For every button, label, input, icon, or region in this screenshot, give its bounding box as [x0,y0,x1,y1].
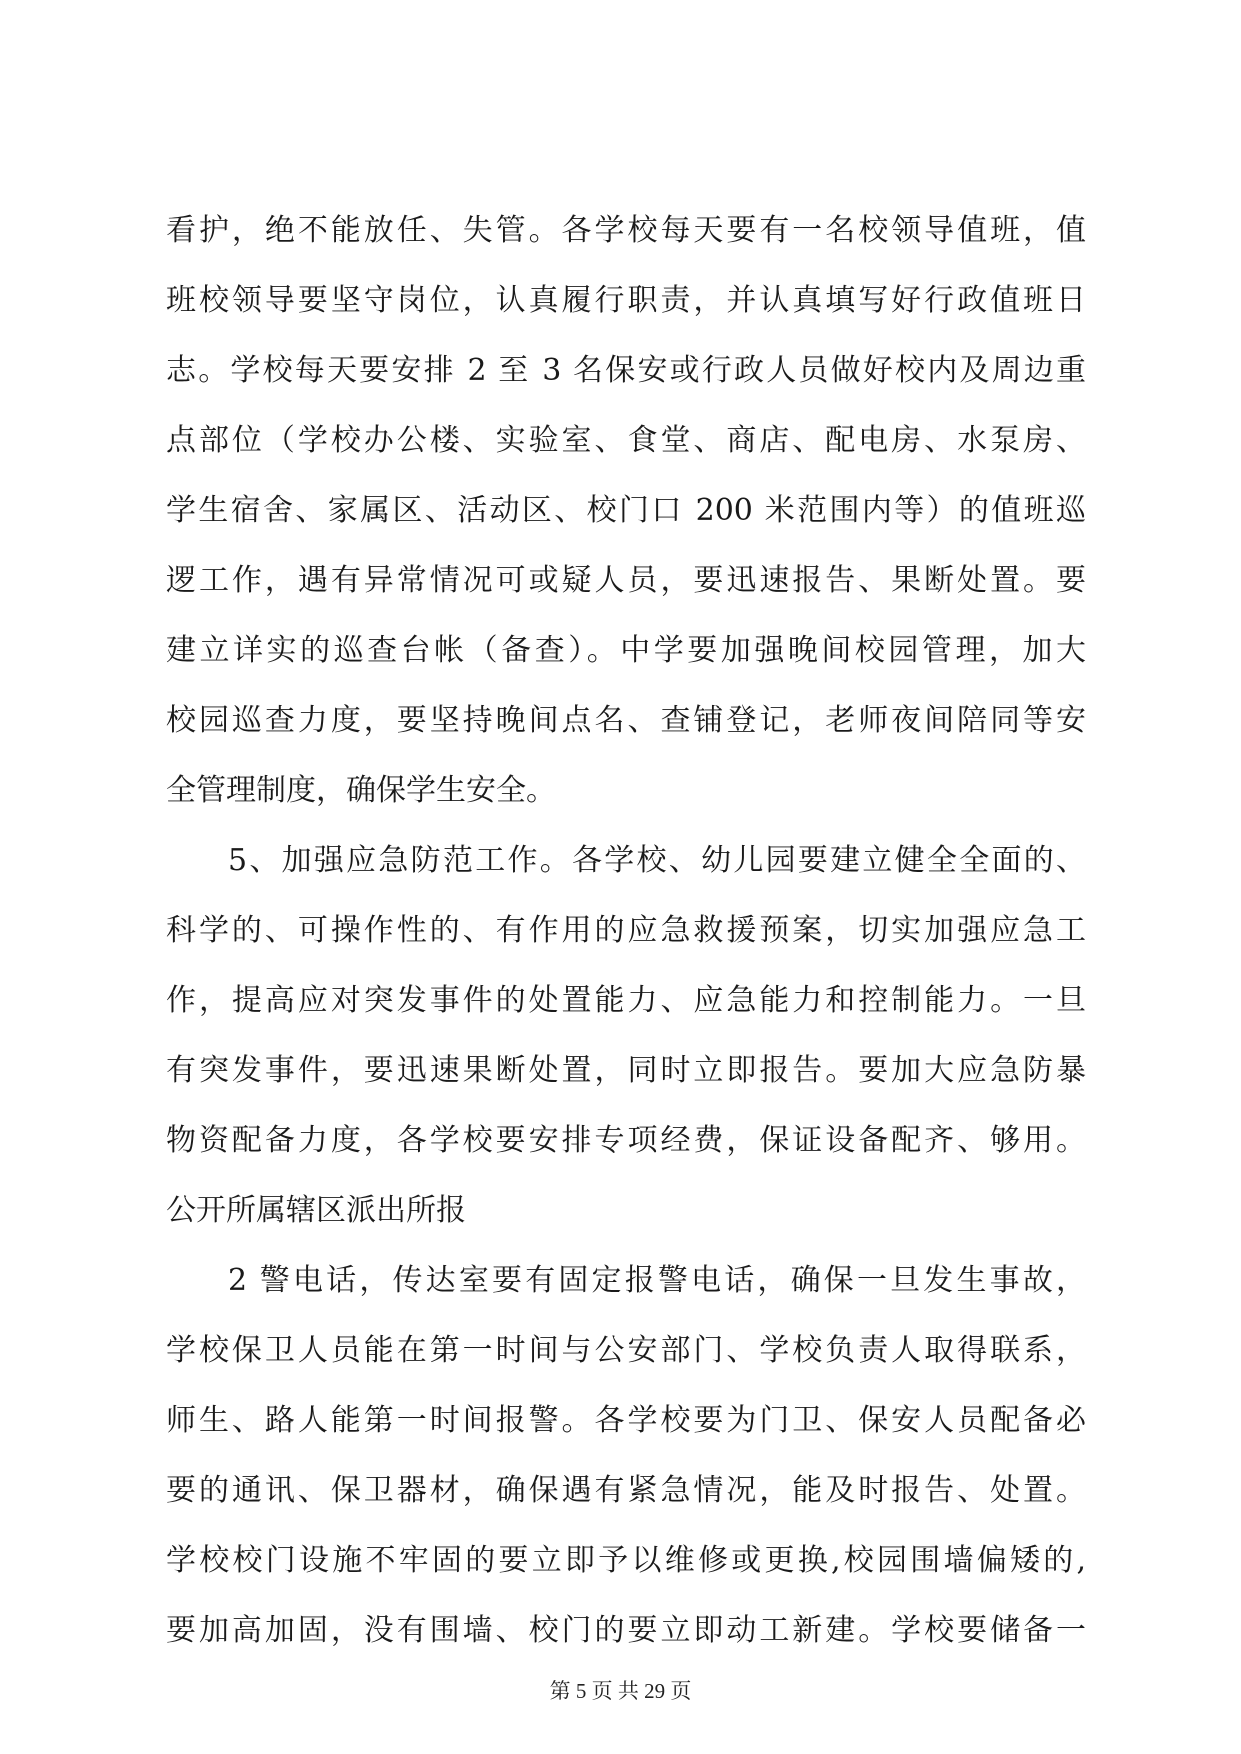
body-text-line: 有突发事件，要迅速果断处置，同时立即报告。要加大应急防暴 [166,1053,1086,1088]
body-text-line: 校园巡查力度，要坚持晚间点名、查铺登记，老师夜间陪同等安 [166,703,1086,738]
body-text-line: 学校校门设施不牢固的要立即予以维修或更换,校园围墙偏矮的, [166,1543,1086,1578]
page-number-footer: 第 5 页 共 29 页 [549,1679,692,1703]
body-text-line: 班校领导要坚守岗位，认真履行职责，并认真填写好行政值班日 [166,283,1086,318]
body-text-line: 志。学校每天要安排 2 至 3 名保安或行政人员做好校内及周边重 [166,353,1086,388]
body-text-line: 全管理制度，确保学生安全。 [166,773,556,808]
body-text-line: 看护，绝不能放任、失管。各学校每天要有一名校领导值班，值 [166,213,1086,248]
body-text-line: 师生、路人能第一时间报警。各学校要为门卫、保安人员配备必 [166,1403,1086,1438]
body-text-line: 公开所属辖区派出所报 [166,1193,466,1228]
body-text-line: 要加高加固，没有围墙、校门的要立即动工新建。学校要储备一 [166,1613,1086,1648]
body-text-line: 作，提高应对突发事件的处置能力、应急能力和控制能力。一旦 [166,983,1086,1018]
paragraph-first-line: 5、加强应急防范工作。各学校、幼儿园要建立健全全面的、 [228,843,1086,878]
body-text-line: 物资配备力度，各学校要安排专项经费，保证设备配齐、够用。 [166,1123,1086,1158]
body-text-line: 点部位（学校办公楼、实验室、食堂、商店、配电房、水泵房、 [166,423,1086,458]
body-text-line: 建立详实的巡查台帐（备查）。中学要加强晚间校园管理，加大 [166,633,1086,668]
paragraph-first-line: 2 警电话，传达室要有固定报警电话，确保一旦发生事故， [228,1263,1086,1298]
body-text-line: 学校保卫人员能在第一时间与公安部门、学校负责人取得联系， [166,1333,1086,1368]
body-text-line: 科学的、可操作性的、有作用的应急救援预案，切实加强应急工 [166,913,1086,948]
body-text-line: 要的通讯、保卫器材，确保遇有紧急情况，能及时报告、处置。 [166,1473,1086,1508]
body-text-line: 学生宿舍、家属区、活动区、校门口 200 米范围内等）的值班巡 [166,493,1086,528]
body-text-line: 逻工作，遇有异常情况可或疑人员，要迅速报告、果断处置。要 [166,563,1086,598]
